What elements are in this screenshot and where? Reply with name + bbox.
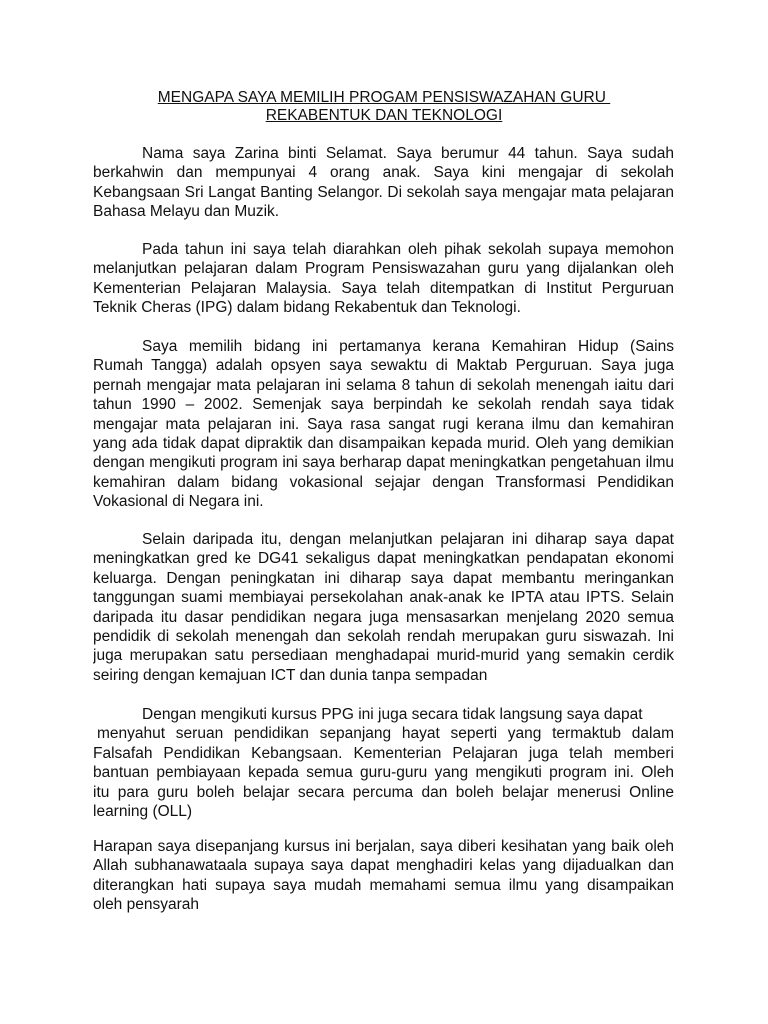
text-line: Allah subhanawataala supaya saya dapat menghadiri kelas yang dijadualkan dan bbox=[93, 857, 674, 875]
text-line: keluarga. Dengan peningkatan ini diharap saya dapat membantu meringankan bbox=[93, 569, 674, 587]
paragraph-2 bbox=[93, 240, 674, 318]
text-line: seiring dengan kemajuan ICT dan dunia tanpa sempadan bbox=[93, 666, 488, 684]
text-line: berkahwin dan mempunyai 4 orang anak. Saya kini mengajar di sekolah bbox=[93, 164, 674, 182]
text-line: juga merupakan satu persediaan menghadapai murid-murid yang semakin cerdik bbox=[93, 647, 674, 665]
document-title-line-1: MENGAPA SAYA MEMILIH PROGAM PENSISWAZAHAN GURU bbox=[157, 89, 611, 106]
text-line: pernah mengajar mata pelajaran ini selama 8 tahun di sekolah menengah iaitu dari bbox=[93, 376, 674, 394]
text-line: Rumah Tangga) adalah opsyen saya sewaktu di Maktab Perguruan. Saya juga bbox=[93, 357, 674, 375]
text-line: diterangkan hati supaya saya mudah memahami semua ilmu yang disampaikan bbox=[93, 876, 674, 894]
document-title-line-2: REKABENTUK DAN TEKNOLOGI bbox=[265, 107, 503, 124]
text-line: itu para guru boleh belajar secara percuma dan boleh belajar menerusi Online bbox=[93, 783, 674, 801]
paragraph-3 bbox=[93, 337, 674, 512]
text-line: kemahiran dalam bidang vokasional sejajar dengan Transformasi Pendidikan bbox=[93, 473, 674, 491]
text-line: Kementerian Pelajaran Malaysia. Saya telah ditempatkan di Institut Perguruan bbox=[93, 279, 674, 297]
text-line: Nama saya Zarina binti Selamat. Saya berumur 44 tahun. Saya sudah bbox=[142, 145, 674, 162]
text-line: Dengan mengikuti kursus PPG ini juga secara tidak langsung saya dapat bbox=[142, 706, 643, 723]
text-line: dengan mengikuti program ini saya berharap dapat meningkatkan pengetahuan ilmu bbox=[93, 454, 674, 472]
paragraph-5 bbox=[93, 705, 674, 821]
text-line: melanjutkan pelajaran dalam Program Pensiswazahan guru yang dijalankan oleh bbox=[93, 260, 674, 278]
text-line: Harapan saya disepanjang kursus ini berjalan, saya diberi kesihatan yang baik oleh bbox=[93, 838, 674, 855]
text-line: mengajar mata pelajaran ini. Saya rasa sangat rugi kerana ilmu dan kemahiran bbox=[93, 415, 674, 433]
text-line: meningkatkan gred ke DG41 sekaligus dapat meningkatkan pendapatan ekonomi bbox=[93, 550, 674, 568]
text-line: tanggungan suami membiayai persekolahan anak-anak ke IPTA atau IPTS. Selain bbox=[93, 589, 674, 607]
text-line: Saya memilih bidang ini pertamanya kerana Kemahiran Hidup (Sains bbox=[142, 338, 674, 355]
text-line: oleh pensyarah bbox=[93, 896, 199, 914]
text-line: daripada itu dasar pendidikan negara juga mensasarkan menjelang 2020 semua bbox=[93, 608, 674, 626]
paragraph-6 bbox=[93, 837, 674, 915]
text-line: menyahut seruan pendidikan sepanjang hayat seperti yang termaktub dalam bbox=[97, 725, 674, 743]
paragraph-4 bbox=[93, 530, 674, 685]
text-line: Pada tahun ini saya telah diarahkan oleh pihak sekolah supaya memohon bbox=[142, 241, 674, 258]
text-line: pendidik di sekolah menengah dan sekolah rendah merupakan guru siswazah. Ini bbox=[93, 627, 674, 645]
text-line: Selain daripada itu, dengan melanjutkan pelajaran ini diharap saya dapat bbox=[142, 531, 674, 548]
text-line: Vokasional di Negara ini. bbox=[93, 493, 264, 511]
text-line: learning (OLL) bbox=[93, 802, 193, 820]
text-line: bantuan pembiayaan kepada semua guru-guru yang mengikuti program ini. Oleh bbox=[93, 764, 674, 782]
text-line: Teknik Cheras (IPG) dalam bidang Rekabentuk dan Teknologi. bbox=[93, 299, 521, 317]
text-line: yang ada tidak dapat dipraktik dan disampaikan kepada murid. Oleh yang demikian bbox=[93, 434, 674, 452]
text-line: Falsafah Pendidikan Kebangsaan. Kementerian Pelajaran juga telah memberi bbox=[93, 744, 674, 762]
text-line: Bahasa Melayu dan Muzik. bbox=[93, 203, 280, 221]
paragraph-1 bbox=[93, 144, 674, 222]
text-line: tahun 1990 – 2002. Semenjak saya berpindah ke sekolah rendah saya tidak bbox=[93, 396, 674, 414]
text-line: Kebangsaan Sri Langat Banting Selangor. Di sekolah saya mengajar mata pelajaran bbox=[93, 183, 674, 201]
